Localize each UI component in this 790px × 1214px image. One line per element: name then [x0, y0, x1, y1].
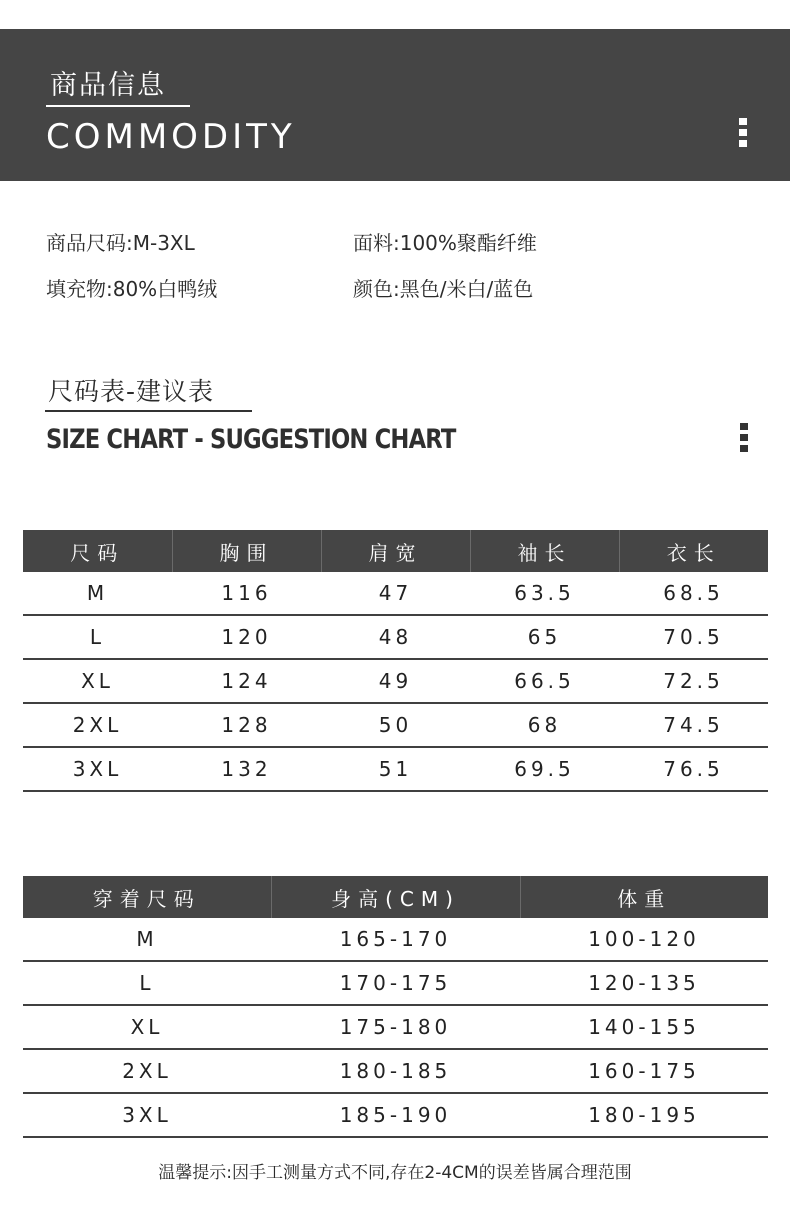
fit-table-header: 穿着尺码	[23, 876, 271, 918]
table-row	[23, 747, 768, 791]
size-chart-title-en: SIZE CHART - SUGGESTION CHART	[46, 424, 456, 455]
table-cell: 72.5	[619, 659, 768, 703]
table-cell: L	[23, 961, 271, 1005]
table-cell: 140-155	[520, 1005, 768, 1049]
table-row	[23, 703, 768, 747]
table-cell: 100-120	[520, 918, 768, 961]
table-cell: M	[23, 572, 172, 615]
size-table	[23, 530, 768, 792]
table-cell: 3XL	[23, 1093, 271, 1137]
table-cell: 180-185	[271, 1049, 520, 1093]
table-cell: 128	[172, 703, 321, 747]
table-cell: 120-135	[520, 961, 768, 1005]
size-table-header: 袖长	[470, 530, 619, 572]
table-cell: 170-175	[271, 961, 520, 1005]
table-cell: 69.5	[470, 747, 619, 791]
size-chart-divider	[45, 410, 252, 412]
table-cell: 165-170	[271, 918, 520, 961]
header-title-cn: 商品信息	[50, 70, 166, 101]
table-cell: L	[23, 615, 172, 659]
table-row	[23, 1093, 768, 1137]
fit-table-header: 体重	[520, 876, 768, 918]
table-cell: 124	[172, 659, 321, 703]
table-cell: 70.5	[619, 615, 768, 659]
table-cell: 2XL	[23, 1049, 271, 1093]
fit-table-header-row	[23, 876, 768, 918]
vertical-dots-icon	[739, 118, 747, 147]
footer-note: 温馨提示:因手工测量方式不同,存在2-4CM的误差皆属合理范围	[158, 1163, 632, 1183]
table-cell: 74.5	[619, 703, 768, 747]
table-cell: 3XL	[23, 747, 172, 791]
vertical-dots-icon	[740, 423, 748, 452]
commodity-header-banner	[0, 29, 790, 181]
size-chart-title-cn: 尺码表-建议表	[48, 377, 215, 406]
table-cell: 175-180	[271, 1005, 520, 1049]
table-row	[23, 615, 768, 659]
size-table-header: 肩宽	[321, 530, 470, 572]
info-color: 颜色:黑色/米白/蓝色	[353, 277, 534, 301]
size-table-header: 胸围	[172, 530, 321, 572]
table-row	[23, 659, 768, 703]
table-row	[23, 572, 768, 615]
table-row	[23, 1049, 768, 1093]
table-cell: 68.5	[619, 572, 768, 615]
table-cell: 160-175	[520, 1049, 768, 1093]
table-row	[23, 961, 768, 1005]
table-cell: 63.5	[470, 572, 619, 615]
header-title-en: COMMODITY	[46, 117, 296, 157]
fit-table	[23, 876, 768, 1138]
table-cell: 132	[172, 747, 321, 791]
table-row	[23, 1005, 768, 1049]
header-divider	[46, 105, 190, 107]
fit-table-header: 身高(CM)	[271, 876, 520, 918]
table-cell: 65	[470, 615, 619, 659]
table-cell: 47	[321, 572, 470, 615]
size-table-header: 尺码	[23, 530, 172, 572]
table-cell: 66.5	[470, 659, 619, 703]
table-cell: 68	[470, 703, 619, 747]
size-table-header: 衣长	[619, 530, 768, 572]
info-size: 商品尺码:M-3XL	[46, 231, 195, 255]
table-cell: XL	[23, 659, 172, 703]
table-cell: M	[23, 918, 271, 961]
table-cell: 76.5	[619, 747, 768, 791]
table-cell: 49	[321, 659, 470, 703]
table-cell: 180-195	[520, 1093, 768, 1137]
info-fabric: 面料:100%聚酯纤维	[353, 231, 537, 255]
table-cell: 48	[321, 615, 470, 659]
table-cell: 116	[172, 572, 321, 615]
table-row	[23, 918, 768, 961]
size-table-header-row	[23, 530, 768, 572]
table-cell: 2XL	[23, 703, 172, 747]
table-cell: 120	[172, 615, 321, 659]
table-cell: 185-190	[271, 1093, 520, 1137]
table-cell: 51	[321, 747, 470, 791]
info-filling: 填充物:80%白鸭绒	[46, 277, 218, 301]
table-cell: XL	[23, 1005, 271, 1049]
table-cell: 50	[321, 703, 470, 747]
